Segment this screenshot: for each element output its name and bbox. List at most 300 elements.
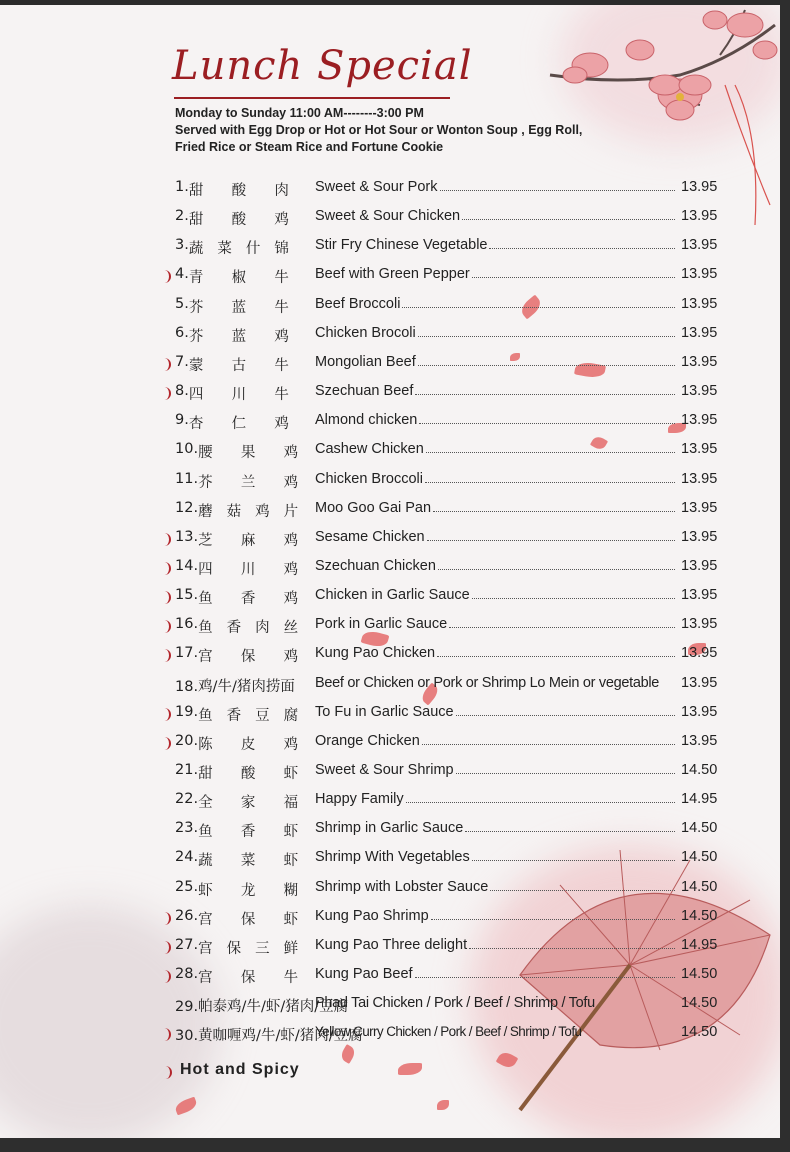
menu-item-row (0, 379, 780, 408)
item-english-name-wrap (315, 529, 677, 545)
item-english-name: Chicken Brocoli (315, 324, 416, 341)
item-number: 25. (175, 878, 199, 895)
item-number: 23. (175, 820, 199, 837)
dot-leader (472, 598, 675, 599)
item-number: 21. (175, 762, 199, 778)
item-chinese-char: 鱼 (198, 824, 213, 841)
item-price: 13.95 (681, 237, 718, 254)
dot-leader (415, 394, 675, 395)
dot-leader (426, 452, 675, 453)
item-chinese-name (175, 441, 298, 462)
item-price: 14.50 (681, 849, 718, 866)
item-chinese-char: 蔬 (198, 853, 213, 870)
item-english-name-wrap (315, 908, 677, 924)
item-chinese-char: 酸 (240, 766, 256, 782)
item-chinese-name (175, 500, 298, 521)
item-chinese-char: 腰 (198, 445, 213, 462)
item-number: 13. (175, 528, 199, 545)
item-price: 14.95 (681, 791, 718, 808)
item-english-name: Sweet & Sour Chicken (315, 208, 461, 225)
item-chinese-char: 肉 (255, 620, 270, 637)
item-english-name-wrap (315, 675, 677, 691)
item-chinese-char: 保 (240, 970, 256, 987)
item-price: 13.95 (681, 528, 718, 545)
item-price: 13.95 (681, 499, 718, 516)
item-chinese-char: 芥 (188, 328, 204, 345)
item-chinese-name (175, 587, 298, 608)
item-chinese-char: 宫 (198, 649, 213, 666)
item-english-name: Pork in Garlic Sauce (315, 616, 448, 633)
item-number: 11. (175, 470, 199, 487)
item-chinese-text: 黄咖喱鸡/牛/虾/猪肉/豆腐 (198, 1028, 363, 1045)
menu-item-row (0, 933, 780, 962)
item-price: 14.50 (681, 995, 718, 1012)
menu-item-row (0, 408, 780, 437)
item-english-name-wrap (315, 645, 677, 661)
item-chinese-char: 菜 (240, 853, 256, 870)
item-english-name: Moo Goo Gai Pan (315, 499, 432, 516)
item-number: 2. (175, 208, 189, 225)
menu-item-row (0, 292, 780, 321)
item-english-name-wrap (315, 325, 677, 341)
item-chinese-char: 鱼 (198, 707, 213, 724)
chili-pepper-icon (164, 708, 171, 721)
chili-pepper-icon (164, 620, 171, 633)
item-number: 1. (175, 179, 189, 195)
item-english-name: Beef with Green Pepper (315, 266, 470, 283)
item-chinese-char: 蒙 (188, 357, 204, 374)
item-chinese-char: 香 (240, 591, 256, 608)
item-chinese-char: 皮 (240, 736, 256, 753)
dot-leader (431, 919, 675, 920)
item-number: 19. (175, 703, 199, 720)
menu-item-row (0, 758, 780, 787)
item-english-name-wrap (315, 266, 677, 282)
dot-leader (456, 773, 675, 774)
menu-item-row (0, 875, 780, 904)
dot-leader (418, 365, 675, 366)
item-number: 27. (175, 936, 199, 953)
item-price: 13.95 (681, 383, 718, 400)
item-english-name-wrap (315, 937, 677, 953)
item-chinese-char: 麻 (240, 532, 256, 549)
chili-pepper-icon (164, 737, 171, 750)
item-english-name-wrap (315, 1024, 677, 1039)
chili-pepper-icon (164, 533, 171, 546)
item-english-name: Shrimp With Vegetables (315, 849, 470, 866)
item-english-name: Phad Tai Chicken / Pork / Beef / Shrimp / Tofu (315, 995, 595, 1012)
item-price: 13.95 (681, 587, 718, 604)
item-english-name-wrap (315, 383, 677, 399)
item-chinese-char: 椒 (231, 270, 247, 287)
item-chinese-name (175, 908, 298, 929)
item-chinese-char: 鸡 (283, 532, 299, 549)
dot-leader (440, 190, 676, 191)
petal-decoration (437, 1100, 449, 1110)
chili-pepper-icon (164, 562, 171, 575)
menu-item-row (0, 233, 780, 262)
item-price: 13.95 (681, 179, 718, 195)
item-english-name: Mongolian Beef (315, 353, 416, 370)
item-chinese-char: 鲜 (283, 940, 299, 957)
item-number: 15. (175, 587, 199, 604)
dot-leader (427, 540, 675, 541)
menu-item-row (0, 845, 780, 874)
chili-pepper-icon (164, 970, 171, 983)
chili-pepper-icon (164, 649, 171, 662)
item-chinese-char: 蓝 (231, 299, 247, 316)
item-chinese-char: 肉 (274, 183, 289, 199)
item-chinese-char: 鱼 (198, 620, 213, 637)
petal-decoration (398, 1063, 422, 1075)
menu-item-row (0, 671, 780, 700)
item-chinese-char: 蘑 (198, 503, 213, 520)
item-english-name: Shrimp in Garlic Sauce (315, 820, 464, 837)
item-chinese-name (175, 296, 289, 317)
item-chinese-char: 保 (240, 911, 256, 928)
item-english-name: Happy Family (315, 791, 404, 808)
dot-leader (437, 656, 675, 657)
item-number: 24. (175, 849, 199, 866)
item-chinese-name (175, 325, 289, 346)
item-chinese-char: 虾 (283, 853, 299, 870)
title-underline (174, 97, 450, 99)
dot-leader (489, 248, 675, 249)
item-price: 13.95 (681, 208, 718, 225)
item-english-name-wrap (315, 179, 677, 195)
item-price: 14.50 (681, 966, 718, 983)
item-chinese-char: 福 (283, 795, 299, 812)
item-chinese-char: 甜 (198, 766, 213, 782)
item-chinese-char: 保 (226, 940, 242, 957)
chili-pepper-icon (164, 941, 171, 954)
item-chinese-char: 鸡 (274, 212, 289, 229)
item-chinese-char: 三 (255, 940, 270, 957)
item-chinese-char: 香 (226, 707, 242, 724)
item-price: 13.95 (681, 732, 718, 749)
menu-item-row (0, 729, 780, 758)
item-chinese-name (175, 208, 289, 229)
item-number: 28. (175, 966, 199, 983)
item-chinese-name (175, 558, 298, 579)
item-price: 13.95 (681, 616, 718, 633)
item-chinese-char: 宫 (198, 940, 213, 957)
item-english-name: Sesame Chicken (315, 528, 425, 545)
item-chinese-char: 糊 (283, 882, 299, 899)
item-price: 13.95 (681, 470, 718, 487)
item-number: 4. (175, 266, 189, 283)
item-chinese-char: 鸡 (255, 503, 270, 520)
item-chinese-char: 虾 (283, 911, 299, 928)
item-chinese-char: 鸡 (274, 416, 289, 433)
menu-item-row (0, 641, 780, 670)
item-chinese-char: 豆 (255, 707, 270, 724)
menu-item-row (0, 525, 780, 554)
item-chinese-char: 青 (188, 270, 204, 287)
item-chinese-char: 全 (198, 795, 213, 812)
item-english-name-wrap (315, 237, 677, 253)
item-chinese-text: 鸡/牛/猪肉捞面 (198, 678, 295, 695)
item-english-name-wrap (315, 500, 677, 516)
item-chinese-char: 虾 (283, 824, 299, 841)
item-english-name-wrap (315, 354, 677, 370)
item-price: 14.50 (681, 1024, 718, 1041)
item-chinese-char: 香 (226, 620, 242, 637)
item-english-name: Beef or Chicken or Pork or Shrimp Lo Mein or vegetable (315, 674, 660, 691)
item-english-name-wrap (315, 441, 677, 457)
item-chinese-char: 龙 (240, 882, 256, 899)
item-chinese-char: 陈 (198, 736, 213, 753)
right-frame-bar (780, 0, 790, 1152)
item-number: 3. (175, 237, 189, 254)
item-chinese-char: 鱼 (198, 591, 213, 608)
item-price: 13.95 (681, 295, 718, 312)
item-english-name-wrap (315, 296, 677, 312)
item-english-name: Yellow Curry Chicken / Pork / Beef / Shrimp / Tofu (315, 1024, 582, 1040)
dot-leader (415, 977, 675, 978)
item-number: 6. (175, 324, 189, 341)
item-price: 13.95 (681, 441, 718, 458)
item-english-name: Kung Pao Beef (315, 966, 413, 983)
item-english-name: Shrimp with Lobster Sauce (315, 878, 489, 895)
item-chinese-name (175, 266, 289, 287)
served-with-text: Served with Egg Drop or Hot or Hot Sour or Wonton Soup , Egg Roll, (175, 123, 583, 137)
menu-item-row (0, 175, 780, 204)
item-chinese-text: 帕泰鸡/牛/虾/猪肉/豆腐 (198, 999, 349, 1016)
item-chinese-char: 酸 (231, 212, 247, 229)
legend-label: Hot and Spicy (180, 1061, 300, 1078)
item-price: 14.50 (681, 820, 718, 837)
item-english-name: Kung Pao Three delight (315, 936, 468, 953)
item-number: 14. (175, 557, 199, 574)
item-chinese-char: 四 (198, 561, 213, 578)
item-chinese-char: 鸡 (283, 736, 299, 753)
item-english-name-wrap (315, 966, 677, 982)
item-chinese-char: 川 (240, 561, 256, 578)
item-chinese-char: 菇 (226, 503, 242, 520)
item-chinese-char: 牛 (274, 299, 289, 316)
item-chinese-name (175, 791, 298, 812)
menu-item-row (0, 612, 780, 641)
item-english-name-wrap (315, 471, 677, 487)
item-english-name: Sweet & Sour Pork (315, 179, 438, 195)
menu-item-row (0, 437, 780, 466)
item-chinese-char: 蓝 (231, 328, 247, 345)
item-chinese-name (175, 762, 298, 783)
item-chinese-char: 果 (240, 445, 256, 462)
item-price: 13.95 (681, 703, 718, 720)
item-chinese-char: 甜 (188, 212, 204, 229)
item-chinese-char: 虾 (283, 766, 299, 782)
menu-item-row (0, 554, 780, 583)
item-english-name-wrap (315, 587, 677, 603)
item-price: 13.95 (681, 353, 718, 370)
dot-leader (418, 336, 675, 337)
item-chinese-char: 丝 (283, 620, 299, 637)
item-chinese-char: 古 (231, 357, 247, 374)
menu-item-row (0, 467, 780, 496)
item-english-name-wrap (315, 704, 677, 720)
item-english-name-wrap (315, 733, 677, 749)
dot-leader (456, 715, 675, 716)
item-chinese-char: 牛 (274, 270, 289, 287)
dot-leader (406, 802, 675, 803)
item-price: 13.95 (681, 412, 718, 429)
menu-title: Lunch Special (172, 43, 473, 89)
item-chinese-char: 川 (231, 387, 247, 404)
item-number: 7. (175, 353, 189, 370)
item-price: 14.95 (681, 936, 718, 953)
item-price: 13.95 (681, 266, 718, 283)
item-chinese-char: 甜 (188, 183, 204, 199)
item-english-name: Stir Fry Chinese Vegetable (315, 237, 488, 254)
item-chinese-char: 鸡 (274, 328, 289, 345)
item-chinese-char: 什 (245, 241, 261, 258)
chili-pepper-icon (164, 387, 171, 400)
item-chinese-name (175, 937, 298, 958)
item-chinese-char: 仁 (231, 416, 247, 433)
item-english-name: Kung Pao Shrimp (315, 907, 429, 924)
item-english-name-wrap (315, 762, 677, 778)
item-english-name: Szechuan Chicken (315, 557, 436, 574)
item-chinese-char: 杏 (188, 416, 204, 433)
item-chinese-char: 芥 (198, 474, 213, 491)
item-english-name-wrap (315, 412, 677, 428)
item-chinese-char: 酸 (231, 183, 247, 199)
spicy-legend (166, 1061, 300, 1079)
item-chinese-char: 虾 (198, 882, 213, 899)
item-english-name: Cashew Chicken (315, 441, 424, 458)
item-chinese-char: 牛 (283, 970, 299, 987)
chili-pepper-icon (165, 1066, 172, 1079)
item-chinese-name (175, 412, 289, 433)
dot-leader (449, 627, 675, 628)
item-number: 9. (175, 412, 189, 429)
item-english-name: To Fu in Garlic Sauce (315, 703, 454, 720)
item-number: 30. (175, 1028, 199, 1045)
item-chinese-char: 芝 (198, 532, 213, 549)
chili-pepper-icon (164, 912, 171, 925)
hours-text: Monday to Sunday 11:00 AM--------3:00 PM (175, 106, 424, 120)
menu-item-row (0, 904, 780, 933)
menu-item-row (0, 787, 780, 816)
item-chinese-char: 锦 (274, 241, 289, 258)
item-chinese-char: 宫 (198, 970, 213, 987)
menu-item-row (0, 496, 780, 525)
item-chinese-char: 宫 (198, 911, 213, 928)
item-chinese-name (175, 966, 298, 987)
item-english-name-wrap (315, 879, 677, 895)
item-english-name: Chicken in Garlic Sauce (315, 587, 470, 604)
bottom-frame-bar (0, 1138, 790, 1152)
item-chinese-name (175, 179, 289, 200)
menu-item-row (0, 962, 780, 991)
item-chinese-char: 四 (188, 387, 204, 404)
item-chinese-char: 保 (240, 649, 256, 666)
item-chinese-char: 鸡 (283, 649, 299, 666)
item-chinese-name (175, 820, 298, 841)
served-with-text-2: Fried Rice or Steam Rice and Fortune Cookie (175, 140, 444, 154)
item-chinese-char: 蔬 (188, 241, 204, 258)
item-number: 16. (175, 616, 199, 633)
item-english-name-wrap (315, 791, 677, 807)
item-chinese-name (175, 529, 298, 550)
menu-item-row (0, 700, 780, 729)
dot-leader (469, 948, 675, 949)
dot-leader (402, 307, 675, 308)
item-english-name-wrap (315, 820, 677, 836)
item-chinese-char: 片 (283, 503, 299, 520)
item-chinese-char: 香 (240, 824, 256, 841)
item-chinese-name (175, 675, 295, 696)
item-price: 14.50 (681, 878, 718, 895)
item-chinese-char: 鸡 (283, 474, 299, 491)
item-chinese-char: 牛 (274, 357, 289, 374)
item-number: 12. (175, 499, 199, 516)
dot-leader (422, 744, 675, 745)
item-number: 18. (175, 678, 199, 695)
item-chinese-char: 鸡 (283, 561, 299, 578)
dot-leader (472, 860, 675, 861)
menu-page (0, 5, 780, 1138)
dot-leader (433, 511, 675, 512)
item-chinese-name (175, 879, 298, 900)
item-chinese-char: 家 (240, 795, 256, 812)
item-chinese-name (175, 704, 298, 725)
item-chinese-name (175, 616, 298, 637)
item-english-name-wrap (315, 208, 677, 224)
item-number: 5. (175, 295, 189, 312)
item-chinese-char: 腐 (283, 707, 299, 724)
menu-item-row (0, 262, 780, 291)
menu-item-row (0, 583, 780, 612)
item-chinese-name (175, 237, 289, 258)
item-number: 10. (175, 441, 199, 458)
menu-item-row (0, 991, 780, 1020)
item-price: 13.95 (681, 674, 718, 691)
item-english-name-wrap (315, 849, 677, 865)
chili-pepper-icon (164, 270, 171, 283)
menu-item-row (0, 204, 780, 233)
item-number: 20. (175, 732, 199, 749)
chili-pepper-icon (164, 1028, 171, 1041)
menu-item-row (0, 350, 780, 379)
item-chinese-name (175, 471, 298, 492)
item-chinese-name (175, 354, 289, 375)
item-chinese-name (175, 383, 289, 404)
menu-item-row (0, 321, 780, 350)
dot-leader (438, 569, 675, 570)
dot-leader (472, 277, 675, 278)
item-price: 13.95 (681, 645, 718, 662)
item-number: 26. (175, 907, 199, 924)
item-chinese-name (175, 733, 298, 754)
dot-leader (419, 423, 675, 424)
menu-item-row (0, 816, 780, 845)
item-number: 29. (175, 999, 199, 1016)
item-english-name-wrap (315, 616, 677, 632)
chili-pepper-icon (164, 591, 171, 604)
menu-item-row (0, 1020, 780, 1049)
dot-leader (490, 890, 675, 891)
item-price: 14.50 (681, 762, 718, 778)
item-english-name: Chicken Broccoli (315, 470, 423, 487)
item-english-name-wrap (315, 995, 677, 1011)
item-price: 14.50 (681, 907, 718, 924)
item-price: 13.95 (681, 557, 718, 574)
item-chinese-name (175, 645, 298, 666)
item-english-name: Sweet & Sour Shrimp (315, 762, 454, 778)
